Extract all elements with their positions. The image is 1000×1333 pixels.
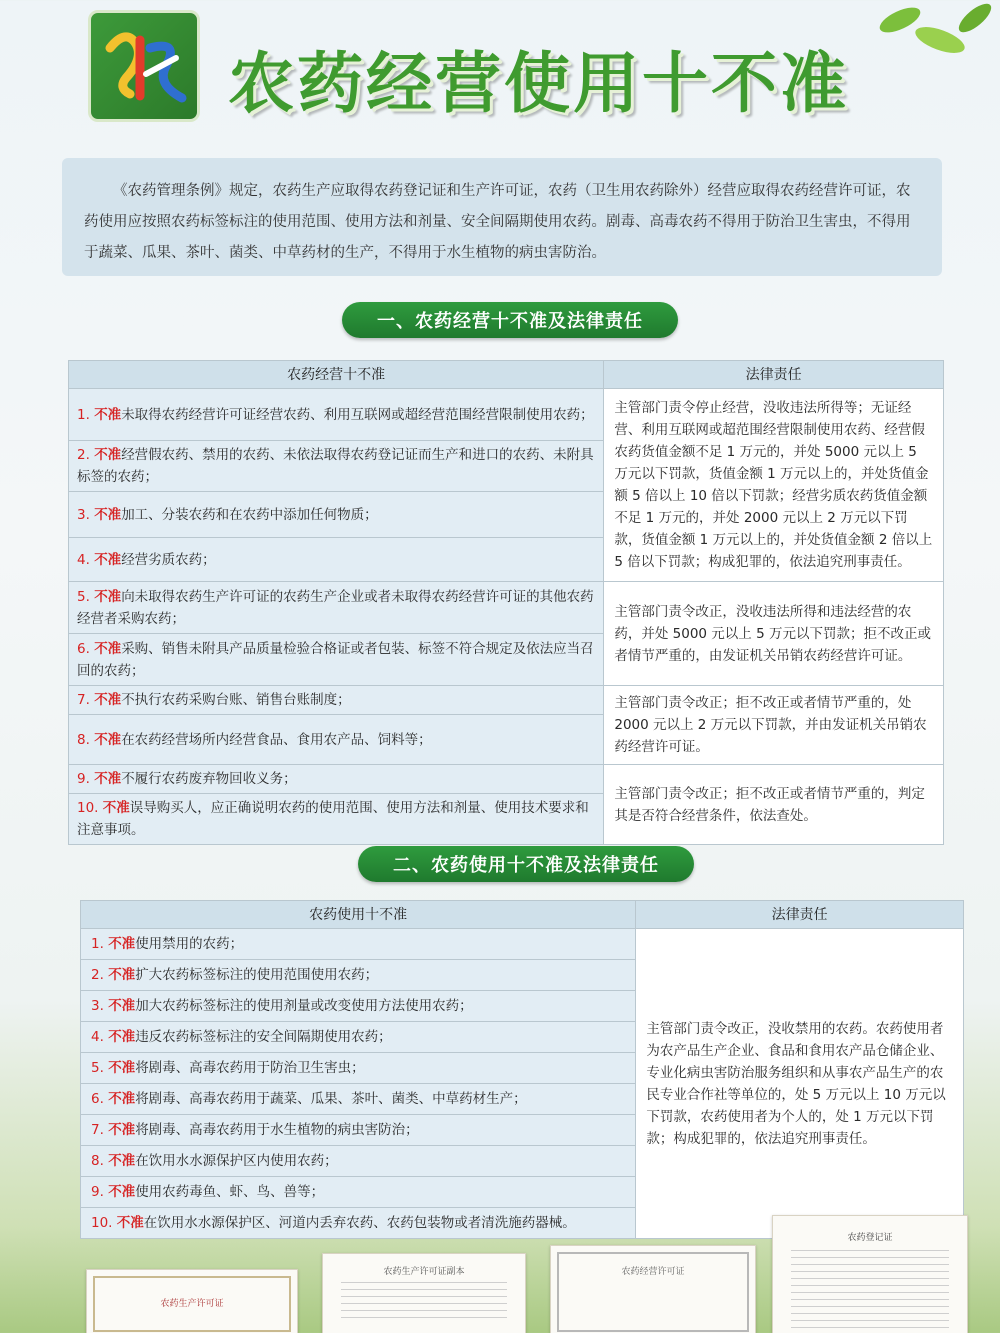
table-row: 10. 不准误导购买人，应正确说明农药的使用范围、使用方法和剂量、使用技术要求和注意事项。 bbox=[69, 794, 604, 845]
section1-table bbox=[68, 360, 944, 845]
table-row: 1. 不准未取得农药经营许可证经营农药、利用互联网或超经营范围经营限制使用农药； bbox=[69, 389, 604, 441]
table-row: 1. 不准使用禁用的农药； bbox=[81, 929, 636, 960]
section1-liability-3: 主管部门责令改正；拒不改正或者情节严重的，处 2000 元以上 2 万元以下罚款，并由发证机关吊销农药经营许可证。 bbox=[604, 686, 944, 765]
section1-col-liability-header: 法律责任 bbox=[604, 361, 944, 389]
leaves-decoration-icon bbox=[860, 0, 1000, 70]
table-row: 4. 不准违反农药标签标注的安全间隔期使用农药； bbox=[81, 1022, 636, 1053]
certificate-3: 农药经营许可证 bbox=[550, 1245, 756, 1333]
table-row: 9. 不准不履行农药废弃物回收义务； bbox=[69, 765, 604, 794]
certificates-strip bbox=[0, 1235, 1000, 1333]
section2-liability: 主管部门责令改正，没收禁用的农药。农药使用者为农产品生产企业、食品和食用农产品仓储企业、专业化病虫害防治服务组织和从事农产品生产的农民专业合作社等单位的，处 5 万元以上 10 万元以下罚款，农药使用者为个人的，处 1 万元以下罚款；构成犯罪的，依法追究刑事责任。 bbox=[636, 929, 964, 1239]
certificate-4: 农药登记证 bbox=[772, 1215, 968, 1333]
table-row: 8. 不准在饮用水水源保护区内使用农药； bbox=[81, 1146, 636, 1177]
table-row: 2. 不准经营假农药、禁用的农药、未依法取得农药登记证而生产和进口的农药、未附具标签的农药； bbox=[69, 441, 604, 492]
certificate-1: 农药生产许可证 bbox=[86, 1269, 298, 1333]
section1-col-rules-header: 农药经营十不准 bbox=[69, 361, 604, 389]
table-row: 3. 不准加大农药标签标注的使用剂量或改变使用方法使用农药； bbox=[81, 991, 636, 1022]
table-row: 7. 不准不执行农药采购台账、销售台账制度； bbox=[69, 686, 604, 715]
section2-col-rules-header: 农药使用十不准 bbox=[81, 901, 636, 929]
certificate-2: 农药生产许可证副本 bbox=[322, 1253, 526, 1333]
section1-liability-4: 主管部门责令改正；拒不改正或者情节严重的，判定其是否符合经营条件，依法查处。 bbox=[604, 765, 944, 845]
logo bbox=[88, 10, 200, 122]
table-row: 6. 不准将剧毒、高毒农药用于蔬菜、瓜果、茶叶、菌类、中草药材生产； bbox=[81, 1084, 636, 1115]
table-row: 6. 不准采购、销售未附具产品质量检验合格证或者包装、标签不符合规定及依法应当召回的农药； bbox=[69, 634, 604, 686]
poster-header bbox=[0, 0, 1000, 150]
section2-col-liability-header: 法律责任 bbox=[636, 901, 964, 929]
section2-table bbox=[80, 900, 964, 1239]
section1-liability-1: 主管部门责令停止经营，没收违法所得等；无证经营、利用互联网或超范围经营限制使用农药、经营假农药货值金额不足 1 万元的，并处 5000 元以上 5 万元以下罚款，货值金额 1 万元以上的，并处货值金额 5 倍以上 10 倍以下罚款；经营劣质农药货值金额不足 1 万元的，并处 2000 元以上 2 万元以下罚款，货值金额 1 万元以上的，并处货值金额 2 倍以上 5 倍以下罚款；构成犯罪的，依法追究刑事责任。 bbox=[604, 389, 944, 582]
table-row: 5. 不准将剧毒、高毒农药用于防治卫生害虫； bbox=[81, 1053, 636, 1084]
section1-banner: 一、农药经营十不准及法律责任 bbox=[342, 302, 678, 338]
table-row: 2. 不准扩大农药标签标注的使用范围使用农药； bbox=[81, 960, 636, 991]
table-row: 10. 不准在饮用水水源保护区、河道内丢弃农药、农药包装物或者清洗施药器械。 bbox=[81, 1208, 636, 1239]
table-row: 4. 不准经营劣质农药； bbox=[69, 538, 604, 582]
table-row: 8. 不准在农药经营场所内经营食品、食用农产品、饲料等； bbox=[69, 715, 604, 765]
intro-paragraph: 《农药管理条例》规定，农药生产应取得农药登记证和生产许可证，农药（卫生用农药除外）经营应取得农药经营许可证，农药使用应按照农药标签标注的使用范围、使用方法和剂量、安全间隔期使用农药。剧毒、高毒农药不得用于防治卫生害虫，不得用于蔬菜、瓜果、茶叶、菌类、中草药材的生产，不得用于水生植物的病虫害防治。 bbox=[62, 158, 942, 276]
table-row: 5. 不准向未取得农药生产许可证的农药生产企业或者未取得农药经营许可证的其他农药经营者采购农药； bbox=[69, 582, 604, 634]
poster-title: 农药经营使用十不准 bbox=[228, 45, 849, 122]
table-row: 7. 不准将剧毒、高毒农药用于水生植物的病虫害防治； bbox=[81, 1115, 636, 1146]
table-row: 9. 不准使用农药毒鱼、虾、鸟、兽等； bbox=[81, 1177, 636, 1208]
section2-banner: 二、农药使用十不准及法律责任 bbox=[358, 846, 694, 882]
section1-liability-2: 主管部门责令改正，没收违法所得和违法经营的农药，并处 5000 元以上 5 万元以下罚款；拒不改正或者情节严重的，由发证机关吊销农药经营许可证。 bbox=[604, 582, 944, 686]
table-row: 3. 不准加工、分装农药和在农药中添加任何物质； bbox=[69, 492, 604, 538]
